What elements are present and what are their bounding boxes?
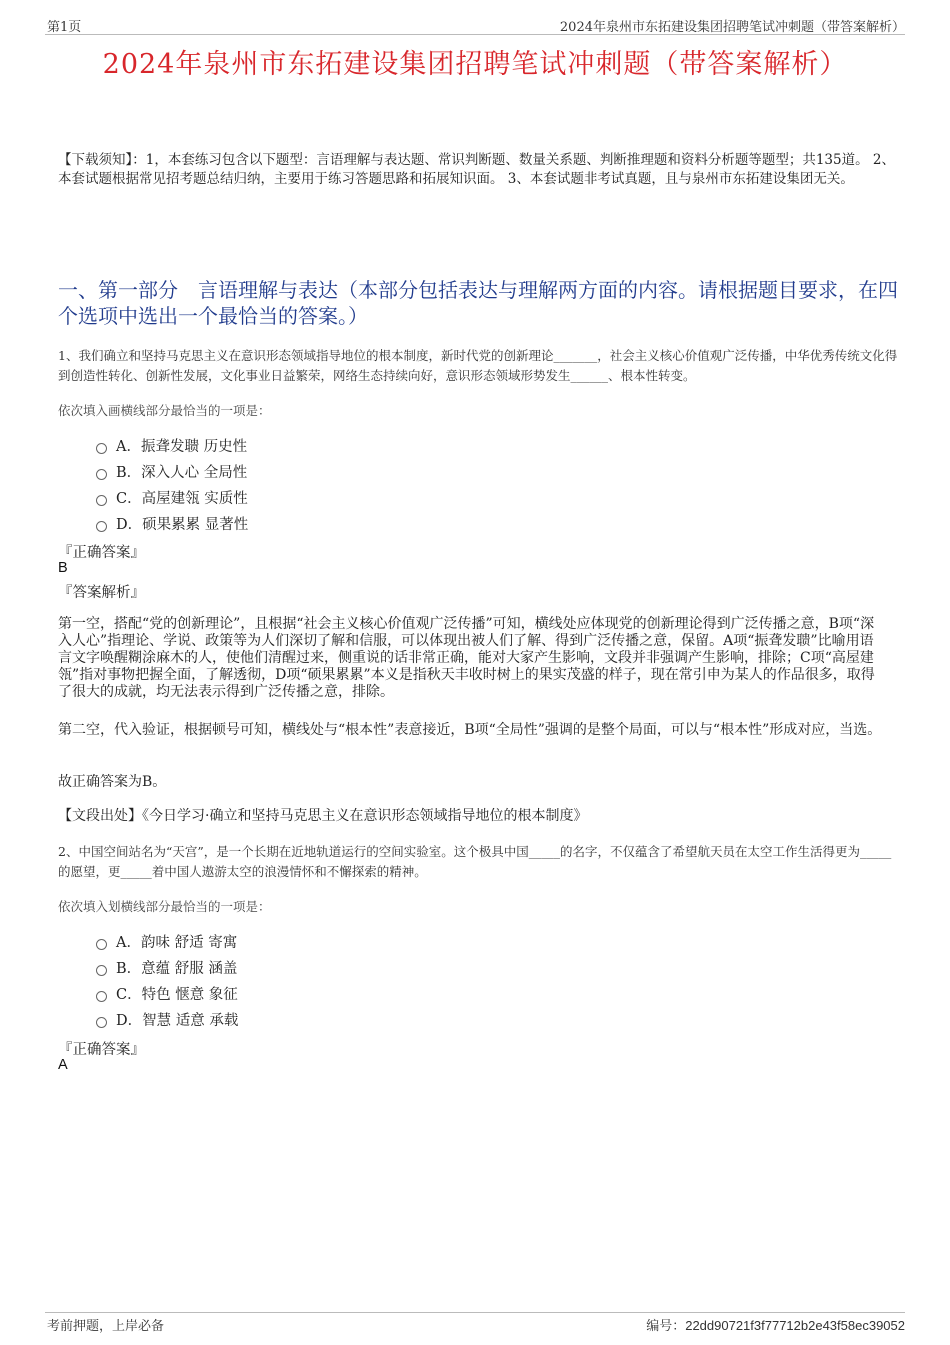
question-1-option-d[interactable] [96,510,248,536]
question-1-option-c[interactable] [96,484,248,510]
radio-icon[interactable] [96,991,107,1002]
page-header [45,14,905,35]
footer-slogan: 考前押题，上岸必备 [47,1319,165,1334]
radio-icon[interactable] [96,939,107,950]
question-1-options [96,432,248,536]
question-1-option-b[interactable] [96,458,248,484]
question-2-option-a[interactable] [96,928,238,954]
question-1-analysis-conclusion: 故正确答案为B。 [58,774,167,790]
option-label: B．意蕴 舒服 涵盖 [116,960,238,977]
question-1-instruction: 依次填入画横线部分最恰当的一项是： [58,403,271,418]
option-label: D．智慧 适意 承载 [116,1012,239,1029]
question-2-instruction: 依次填入划横线部分最恰当的一项是： [58,899,271,914]
option-label: A．韵味 舒适 寄寓 [116,934,238,951]
question-1-analysis-para-2: 第二空，代入验证，根据顿号可知，横线处与“根本性”表意接近，B项“全局性”强调的是整个局面，可以与“根本性”形成对应，当选。 [58,722,882,738]
question-1-source: 【文段出处】《今日学习·确立和坚持马克思主义在意识形态领域指导地位的根本制度》 [58,808,588,824]
footer-code-label: 编号： [646,1319,686,1334]
question-1-stem: 1、我们确立和坚持马克思主义在意识形态领域指导地位的根本制度，新时代党的创新理论_______，社会主义核心价值观广泛传播，中华优秀传统文化得到创造性转化、创新性发展，文化事业日益繁荣，网络生态持续向好，意识形态领域形势发生______、根本性转变。 [58,348,898,383]
option-label: C．高屋建瓴 实质性 [116,490,248,507]
question-2-option-d[interactable] [96,1006,238,1032]
page-number-label: 第1页 [47,20,82,35]
question-2-option-c[interactable] [96,980,238,1006]
radio-icon[interactable] [96,965,107,976]
question-1-analysis-para-1: 第一空，搭配“党的创新理论”，且根据“社会主义核心价值观广泛传播”可知，横线处应体现党的创新理论得到广泛传播之意，B项“深入人心”指理论、学说、政策等为人们深切了解和信服，可以体现出被人们了解、得到广泛传播之意，保留。A项“振聋发聩”比喻用语言文字唤醒糊涂麻木的人，使他们清醒过来，侧重说的话非常正确，能对大家产生影响，文段并非强调产生影响，排除；C项“高屋建瓴”指对事物把握全面，了解透彻，D项“硕果累累”本义是指秋天丰收时树上的果实茂盛的样子，现在常引申为某人的作品很多，取得了很大的成就，均无法表示得到广泛传播之意，排除。 [58,616,875,700]
section-title: 一、第一部分 言语理解与表达（本部分包括表达与理解两方面的内容。请根据题目要求，在四个选项中选出一个最恰当的答案。） [58,278,898,328]
radio-icon[interactable] [96,1017,107,1028]
page-title: 2024年泉州市东拓建设集团招聘笔试冲刺题（带答案解析） [102,49,848,80]
footer-code-value: 22dd90721f3f77712b2e43f58ec39052 [685,1318,905,1333]
radio-icon[interactable] [96,469,107,480]
radio-icon[interactable] [96,521,107,532]
option-label: D．硕果累累 显著性 [116,516,249,533]
radio-icon[interactable] [96,495,107,506]
question-2-options [96,928,238,1032]
option-label: C．特色 惬意 象征 [116,986,238,1003]
header-doc-title: 2024年泉州市东拓建设集团招聘笔试冲刺题（带答案解析） [559,20,905,35]
question-1-answer-label: 『正确答案』 [58,545,145,561]
question-1-analysis-label: 『答案解析』 [58,585,145,601]
option-label: A．振聋发聩 历史性 [116,438,248,455]
download-notice: 【下载须知】：1，本套练习包含以下题型：言语理解与表达题、常识判断题、数量关系题、判断推理题和资料分析题等题型；共135道。 2、本套试题根据常见招考题总结归纳，主要用于练习答题思路和拓展知识面。 3、本套试题非考试真题，且与泉州市东拓建设集团无关。 [58,152,895,187]
footer-code [646,1315,905,1334]
question-2-answer: A [58,1057,68,1073]
question-2-stem: 2、中国空间站名为“天宫”，是一个长期在近地轨道运行的空间实验室。这个极具中国_____的名字，不仅蕴含了希望航天员在太空工作生活得更为_____的愿望，更_____着中国人遨游太空的浪漫情怀和不懈探索的精神。 [58,844,892,879]
page-footer [45,1312,905,1334]
question-1-answer: B [58,560,68,576]
question-2-option-b[interactable] [96,954,238,980]
question-1-option-a[interactable] [96,432,248,458]
question-2-answer-label: 『正确答案』 [58,1042,145,1058]
option-label: B．深入人心 全局性 [116,464,248,481]
radio-icon[interactable] [96,443,107,454]
